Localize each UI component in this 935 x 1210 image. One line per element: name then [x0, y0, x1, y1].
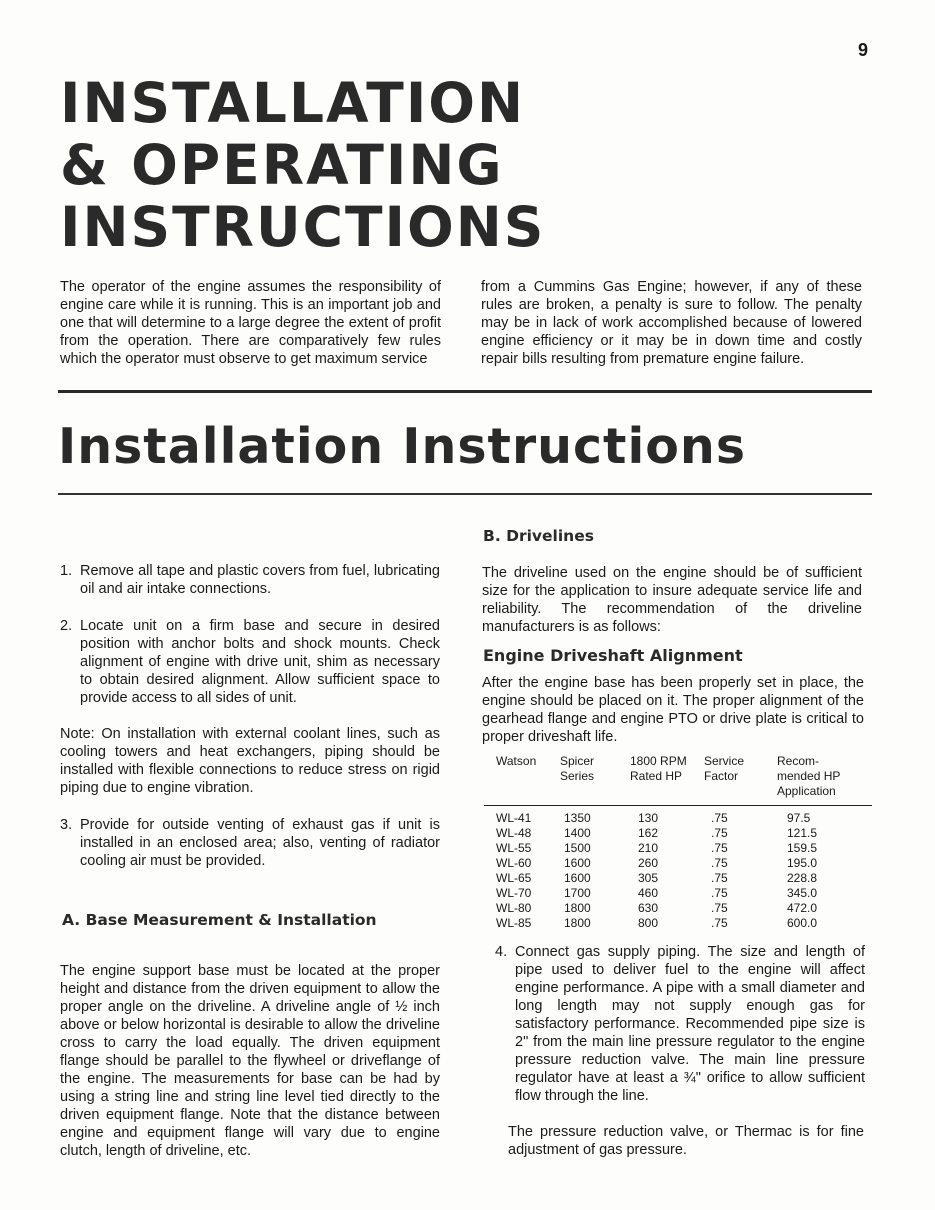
table-cell: 1500 [564, 841, 591, 855]
list-item-1 [60, 562, 440, 598]
col-header-rated-hp: 1800 RPM Rated HP [630, 754, 687, 783]
list-item-2-number: 2. [60, 618, 73, 634]
base-measurement-paragraph: The engine support base must be located at the proper height and distance from the driven equipment to allow the proper angle on the driveline. A driveline angle of ½ inch above or below horizontal is desirable to allow the driveline cross to carry the load equally. The driven equipment flange should be parallel to the flywheel or driveflange of the engine. The measurements for base can be had by using a string line and string line level tied directly to the driven equipment flange. Note that the distance between engine and equipment flange will vary due to engine clutch, length of driveline, etc. [60, 963, 440, 1159]
table-cell: 97.5 [787, 811, 811, 825]
main-title-line-3: INSTRUCTIONS [60, 195, 546, 259]
main-title-line-2: & OPERATING [60, 133, 504, 197]
table-row [484, 841, 872, 856]
table-cell: .75 [711, 856, 728, 870]
table-cell: 630 [638, 901, 659, 915]
table-cell: WL-65 [496, 871, 532, 885]
installation-note: Note: On installation with external coolant lines, such as cooling towers and heat exchangers, piping should be installed with flexible connections to reduce stress on rigid piping due to engine vibration. [60, 726, 440, 796]
driveline-spec-table-wrap [484, 754, 872, 931]
list-item-1-number: 1. [60, 563, 73, 579]
table-cell: 472.0 [787, 901, 818, 915]
intro-right-paragraph: from a Cummins Gas Engine; however, if any of these rules are broken, a penalty is sure to follow. The penalty may be in lack of work accomplished because of lowered engine efficiency or it may be in down time and costly repair bills resulting from premature engine failure. [481, 279, 862, 367]
table-cell: 1800 [564, 901, 591, 915]
list-item-4-number: 4. [495, 944, 508, 960]
table-cell: 162 [638, 826, 659, 840]
table-cell: 460 [638, 886, 659, 900]
table-cell: 260 [638, 856, 659, 870]
alignment-paragraph: After the engine base has been properly set in place, the engine should be placed on it. The proper alignment of the gearhead flange and engine PTO or drive plate is critical to proper driveshaft life. [482, 675, 864, 745]
table-cell: WL-55 [496, 841, 532, 855]
table-cell: .75 [711, 826, 728, 840]
table-cell: .75 [711, 886, 728, 900]
table-cell: 1400 [564, 826, 591, 840]
table-cell: WL-70 [496, 886, 532, 900]
subheading-drivelines: B. Drivelines [483, 527, 594, 545]
table-cell: 210 [638, 841, 659, 855]
table-row [484, 826, 872, 841]
drivelines-paragraph: The driveline used on the engine should be of sufficient size for the application to insure adequate service life and reliability. The recommendation of the driveline manufacturers is as follows: [482, 565, 862, 635]
table-cell: 121.5 [787, 826, 818, 840]
table-cell: 130 [638, 811, 659, 825]
list-item-2 [60, 617, 440, 707]
table-cell: 159.5 [787, 841, 818, 855]
col-header-watson: Watson [496, 754, 537, 768]
col-header-recommended-hp: Recom- mended HP Application [777, 754, 841, 798]
table-cell: 1600 [564, 871, 591, 885]
list-item-1-text: Remove all tape and plastic covers from fuel, lubricating oil and air intake connections. [80, 563, 440, 597]
table-cell: 600.0 [787, 916, 818, 930]
table-cell: WL-48 [496, 826, 532, 840]
table-cell: WL-60 [496, 856, 532, 870]
list-item-3 [60, 816, 440, 870]
table-header-row [484, 754, 872, 806]
table-cell: 228.8 [787, 871, 818, 885]
table-row [484, 886, 872, 901]
table-cell: 1700 [564, 886, 591, 900]
subheading-driveshaft-alignment: Engine Driveshaft Alignment [483, 646, 743, 665]
intro-left-paragraph: The operator of the engine assumes the responsibility of engine care while it is running. This is an important job and one that will determine to a large degree the extent of profit from the operation. There are comparatively few rules which the operator must observe to get maximum service [60, 279, 441, 367]
list-item-2-text: Locate unit on a firm base and secure in desired position with anchor bolts and shock mounts. Check alignment of engine with drive unit, shim as necessary to obtain desired alignment. Allow sufficient space to provide access to all sides of unit. [80, 618, 440, 706]
col-header-spicer-series: Spicer Series [560, 754, 595, 783]
table-cell: 1600 [564, 856, 591, 870]
list-item-4-text: Connect gas supply piping. The size and length of pipe used to deliver fuel to the engine will affect engine performance. A pipe with a small diameter and long length may not supply enough gas for satisfactory performance. Recommended pipe size is 2" from the main line pressure regulator to the engine pressure reduction valve. The main line pressure regulator have at least a ¾" orifice to allow sufficient flow through the line. [515, 944, 865, 1104]
table-cell: .75 [711, 871, 728, 885]
table-cell: 345.0 [787, 886, 818, 900]
table-cell: 800 [638, 916, 659, 930]
driveline-spec-table [484, 754, 872, 931]
main-title-line-1: INSTALLATION [60, 71, 526, 135]
table-cell: .75 [711, 841, 728, 855]
list-item-4 [495, 943, 865, 1105]
table-cell: WL-80 [496, 901, 532, 915]
table-cell: .75 [711, 901, 728, 915]
list-item-3-text: Provide for outside venting of exhaust gas if unit is installed in an enclosed area; also, venting of radiator cooling air must be provided. [80, 817, 440, 869]
section-bottom-rule [58, 493, 872, 495]
table-row [484, 856, 872, 871]
table-cell: 1350 [564, 811, 591, 825]
table-cell: WL-85 [496, 916, 532, 930]
pressure-valve-paragraph: The pressure reduction valve, or Thermac is for fine adjustment of gas pressure. [508, 1124, 864, 1158]
subheading-base-measurement: A. Base Measurement & Installation [62, 911, 377, 929]
section-top-rule [58, 390, 872, 393]
main-title [60, 72, 545, 258]
list-item-3-number: 3. [60, 817, 73, 833]
table-cell: 195.0 [787, 856, 818, 870]
table-cell: .75 [711, 811, 728, 825]
table-row [484, 901, 872, 916]
table-cell: WL-41 [496, 811, 532, 825]
page-number: 9 [858, 40, 869, 60]
section-title: Installation Instructions [58, 418, 746, 475]
table-cell: 305 [638, 871, 659, 885]
table-cell: .75 [711, 916, 728, 930]
table-row [484, 916, 872, 931]
table-cell: 1800 [564, 916, 591, 930]
col-header-service-factor: Service Factor [704, 754, 745, 783]
table-row [484, 806, 872, 827]
table-row [484, 871, 872, 886]
